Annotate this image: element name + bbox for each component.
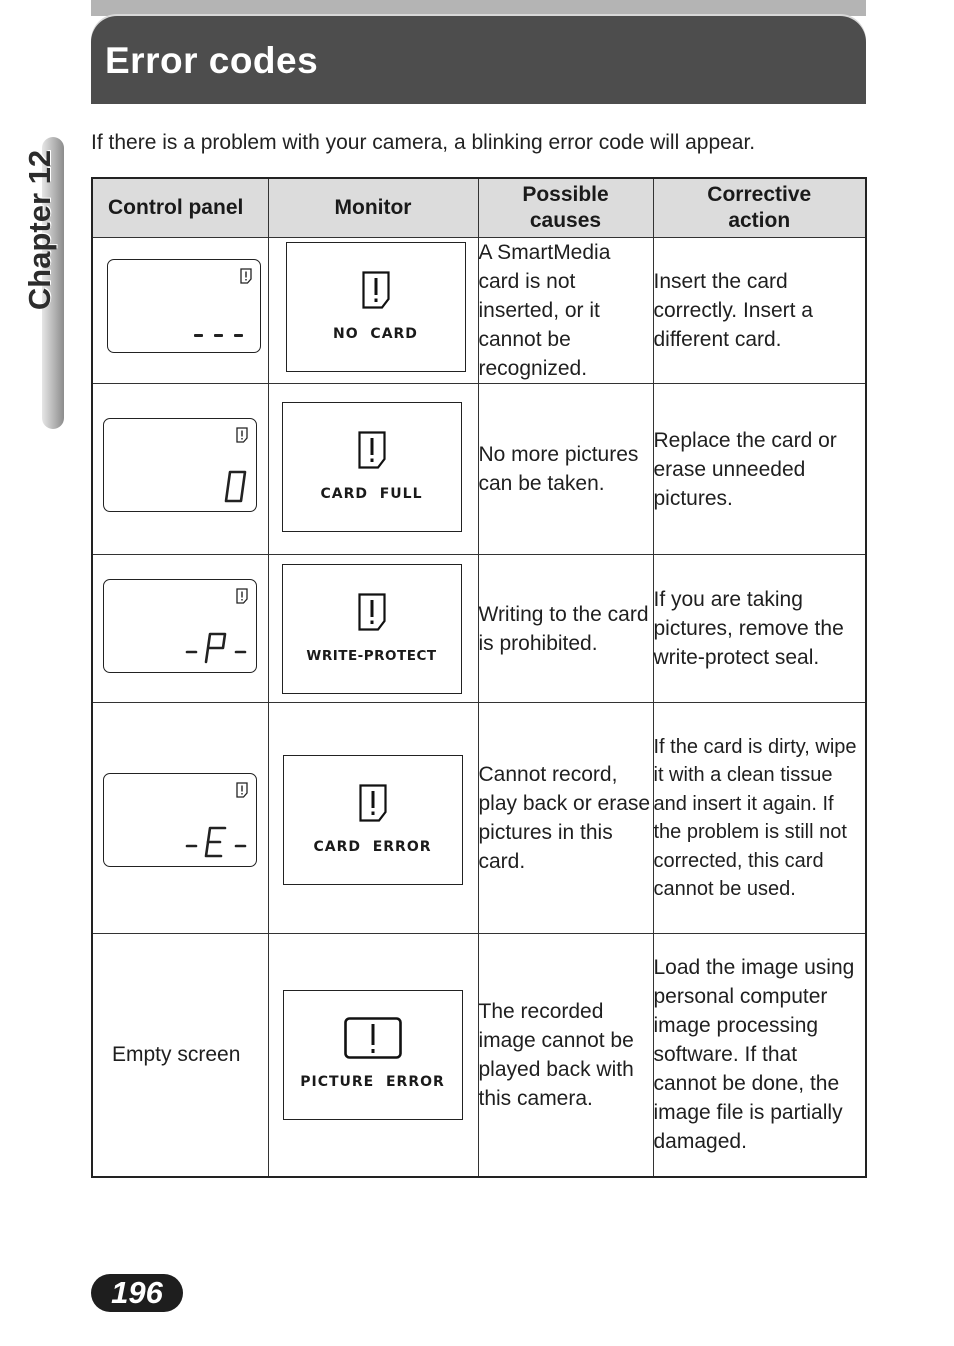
monitor-cell	[268, 703, 478, 934]
action-cell: If the card is dirty, wipe it with a clean tissue and insert it again. If the problem is still not corrected, this card cannot be used.	[653, 703, 866, 934]
monitor-message: WRITE-PROTECT	[306, 648, 437, 664]
error-codes-table	[91, 177, 867, 1178]
card-warning-icon	[358, 431, 386, 469]
table-row	[92, 384, 866, 555]
table-row	[92, 934, 866, 1177]
control-panel-cell	[92, 238, 268, 384]
header-possible-causes	[478, 178, 653, 238]
card-indicator-icon	[236, 588, 248, 604]
page-number: 196	[91, 1274, 183, 1312]
monitor-message: PICTURE ERROR	[300, 1074, 445, 1090]
cause-cell: The recorded image cannot be played back with this camera.	[478, 934, 653, 1177]
intro-text: If there is a problem with your camera, a blinking error code will appear.	[91, 131, 756, 154]
header-monitor: Monitor	[268, 178, 478, 238]
control-panel-cell	[92, 555, 268, 703]
action-cell: Load the image using personal computer image processing software. If that cannot be done, the image file is partially damaged.	[653, 934, 866, 1177]
control-panel-lcd	[103, 773, 257, 867]
cause-cell: Writing to the card is prohibited.	[478, 555, 653, 703]
page-title: Error codes	[105, 40, 319, 81]
monitor-cell	[268, 238, 478, 384]
monitor-message: CARD ERROR	[313, 839, 432, 855]
monitor-cell	[268, 555, 478, 703]
cause-cell: No more pictures can be taken.	[478, 384, 653, 555]
chapter-tab-label: Chapter 12	[22, 149, 57, 311]
table-row	[92, 555, 866, 703]
header-possible-causes-label: Possible causes	[522, 183, 609, 232]
header-top-strip	[91, 0, 866, 16]
control-panel-lcd	[103, 579, 257, 673]
header-corrective-action-label: Corrective action	[707, 183, 812, 232]
control-panel-lcd	[107, 259, 261, 353]
control-panel-empty-label: Empty screen	[112, 1042, 241, 1066]
monitor-screen	[283, 755, 463, 885]
card-indicator-icon	[236, 782, 248, 798]
lcd-p-code-icon	[184, 630, 250, 666]
monitor-message: NO CARD	[333, 326, 418, 342]
table-row	[92, 238, 866, 384]
card-indicator-icon	[236, 427, 248, 443]
monitor-screen	[283, 990, 463, 1120]
card-indicator-icon	[240, 268, 252, 284]
cause-cell: Cannot record, play back or erase pictures in this card.	[478, 703, 653, 934]
table-row	[92, 703, 866, 934]
monitor-cell	[268, 384, 478, 555]
title-bar	[91, 16, 866, 104]
card-warning-icon	[362, 271, 390, 309]
picture-warning-icon	[344, 1017, 402, 1059]
monitor-message: CARD FULL	[320, 486, 423, 502]
header-control-panel: Control panel	[92, 178, 268, 238]
control-panel-cell	[92, 934, 268, 1177]
monitor-screen	[286, 242, 466, 372]
action-cell: If you are taking pictures, remove the write-protect seal.	[653, 555, 866, 703]
lcd-dashes-icon	[192, 316, 254, 346]
lcd-e-code-icon	[184, 824, 250, 860]
cause-cell: A SmartMedia card is not inserted, or it cannot be recognized.	[478, 238, 653, 384]
action-cell: Replace the card or erase unneeded pictures.	[653, 384, 866, 555]
monitor-cell	[268, 934, 478, 1177]
monitor-screen	[282, 402, 462, 532]
control-panel-lcd	[103, 418, 257, 512]
header-corrective-action	[653, 178, 866, 238]
action-cell: Insert the card correctly. Insert a different card.	[653, 238, 866, 384]
card-warning-icon	[358, 593, 386, 631]
control-panel-cell	[92, 384, 268, 555]
card-warning-icon	[359, 784, 387, 822]
control-panel-cell	[92, 703, 268, 934]
monitor-screen	[282, 564, 462, 694]
table-header-row	[92, 178, 866, 238]
lcd-zero-icon	[220, 469, 250, 505]
